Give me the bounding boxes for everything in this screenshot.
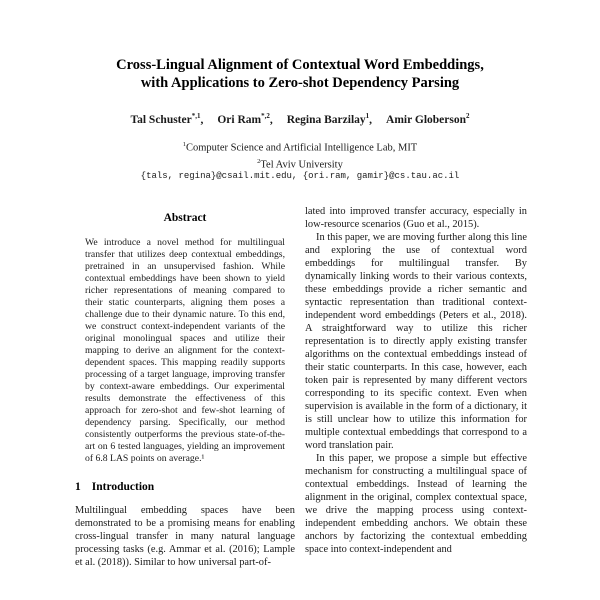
abstract-heading: Abstract	[163, 212, 207, 224]
paper-title-line-1: Cross-Lingual Alignment of Contextual Word Embeddings,	[116, 57, 484, 73]
author-name: Ori Ram$^{*,2}$	[217, 112, 270, 126]
affiliation-mit: $^1$Computer Science and Artificial Intelligence Lab, MIT	[182, 141, 418, 154]
body-paragraph: lated into improved transfer accuracy, especially in low-resource scenarios (Guo et al., 2015).	[305, 206, 527, 230]
affiliations	[0, 138, 600, 171]
paper-title-line-2: with Applications to Zero-shot Dependency Parsing	[140, 75, 460, 91]
author-name: Amir Globerson$^2$	[386, 112, 470, 126]
author-affiliation-marker: *,1	[191, 112, 201, 120]
affiliation-marker: 2	[257, 157, 261, 165]
author-line	[0, 112, 600, 126]
author-separator: ,	[269, 113, 273, 126]
affiliation-tau: $^2$Tel Aviv University	[257, 157, 343, 170]
abstract-text: We introduce a novel method for multilingual transfer that utilizes deep contextual embeddings, pretrained in an unsupervised fashion. While contextual embeddings have been shown to yield richer representations of meaning compared to their static counterparts, aligning them poses a challenge due to their dynamic nature. To this end, we construct context-independent variants of the original monolingual spaces and utilize their mapping to derive an alignment for the context-dependent spaces. This mapping readily supports processing of a target language, improving transfer by context-aware embeddings. Our experimental results demonstrate the effectiveness of this approach for zero-shot and few-shot learning of dependency parsing. Specifically, our method consistently outperforms the previous state-of-the-art on 6 tested languages, yielding an improvement of 6.8 LAS points on average.¹	[85, 237, 285, 464]
author-separator: ,	[369, 113, 373, 126]
author-emails: {tals, regina}@csail.mit.edu, {ori.ram, gamir}@cs.tau.ac.il	[140, 171, 460, 181]
author-affiliation-marker: *,2	[261, 112, 270, 120]
section-number: 1	[75, 481, 81, 493]
body-paragraph: In this paper, we propose a simple but effective mechanism for constructing a multilingual space of contextual embeddings. Instead of learning the alignment in the original, complex contextual space, we drive the mapping process using context-independent embedding anchors. We obtain these anchors by factorizing the contextual embedding space into context-independent and	[305, 453, 527, 555]
section-title: Introduction	[91, 481, 155, 493]
left-column	[75, 205, 295, 600]
author-name: Regina Barzilay$^1$	[286, 112, 370, 126]
author-affiliation-marker: 2	[466, 112, 470, 120]
author-separator: ,	[200, 113, 204, 126]
author-name: Tal Schuster$^{*,1}$	[130, 112, 201, 126]
abstract-section	[85, 212, 285, 465]
author-affiliation-marker: 1	[365, 112, 370, 120]
affiliation-marker: 1	[182, 141, 187, 148]
body-paragraph: In this paper, we are moving further along this line and exploring the use of contextual word embeddings for multilingual transfer. By dynamically linking words to their various contexts, these embeddings provide a richer semantic and syntactic representation than traditional context-independent word embeddings (Peters et al., 2018). A straightforward way to utilize this richer representation is to directly apply existing transfer algorithms on the contextual embeddings instead of their static counterparts. In this case, however, each token pair is represented by many different vectors corresponding to its specific context. Even when supervision is available in the form of a dictionary, it is still unclear how to utilize this information for multiple contextual embeddings that correspond to a word translation pair.	[305, 232, 527, 451]
introduction-paragraph: Multilingual embedding spaces have been demonstrated to be a promising means for enabling cross-lingual transfer in many natural language processing tasks (e.g. Ammar et al. (2016); Lample et al. (2018)). Similar to how universal part-of-	[75, 505, 295, 568]
right-column	[305, 205, 527, 600]
paper-title	[40, 56, 560, 92]
section-heading-introduction	[75, 481, 295, 493]
